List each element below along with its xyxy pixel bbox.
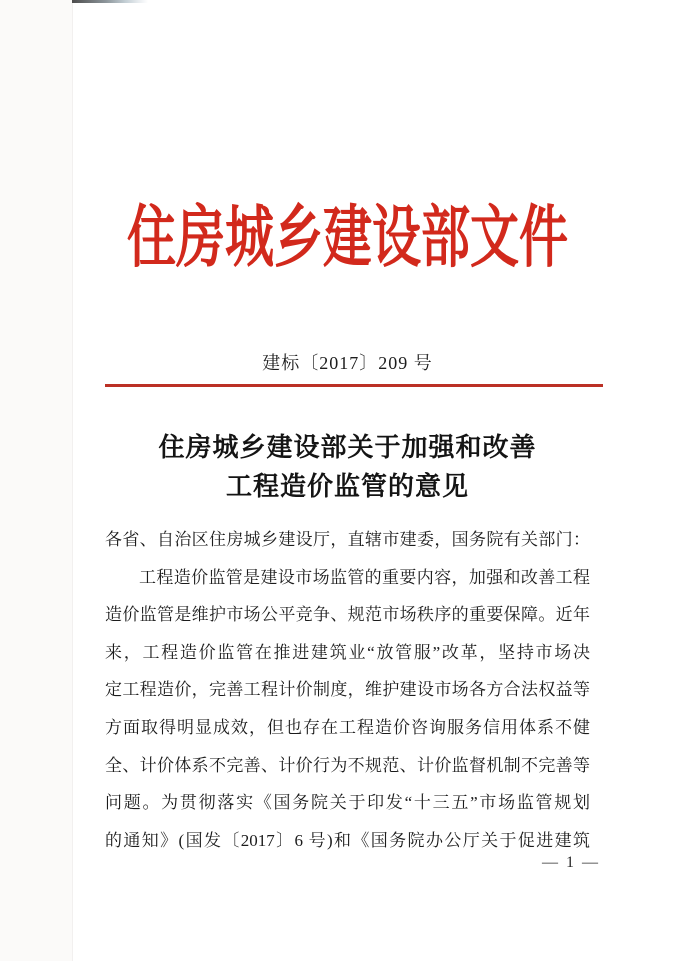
body-line: 的通知》(国发〔2017〕6 号)和《国务院办公厅关于促进建筑	[105, 830, 590, 850]
body-line: 问题。为贯彻落实《国务院关于印发“十三五”市场监管规划	[105, 793, 590, 813]
document-content	[105, 0, 600, 961]
page-number: — 1 —	[542, 854, 600, 871]
document-title	[105, 428, 590, 506]
document-body	[105, 521, 590, 859]
document-title-line-2: 工程造价监管的意见	[225, 472, 469, 501]
red-separator-rule	[105, 384, 603, 387]
body-line: 方面取得明显成效，但也存在工程造价咨询服务信用体系不健	[105, 717, 590, 737]
body-line: 工程造价监管是建设市场监管的重要内容，加强和改善工程	[139, 567, 590, 587]
scan-edge-artifact-left	[0, 0, 73, 961]
body-line: 全、计价体系不完善、计价行为不规范、计价监督机制不完善等	[105, 755, 590, 775]
body-line: 定工程造价，完善工程计价制度，维护建设市场各方合法权益等	[105, 680, 590, 700]
doc-number: 建标〔2017〕209 号	[262, 353, 433, 373]
body-line: 造价监管是维护市场公平竞争、规范市场秩序的重要保障。近年	[105, 605, 590, 625]
body-line: 来，工程造价监管在推进建筑业“放管服”改革，坚持市场决	[105, 642, 590, 662]
letterhead-title: 住房城乡建设部文件	[126, 200, 569, 276]
document-title-line-1: 住房城乡建设部关于加强和改善	[158, 433, 537, 462]
salutation-line: 各省、自治区住房城乡建设厅，直辖市建委，国务院有关部门：	[105, 530, 590, 549]
